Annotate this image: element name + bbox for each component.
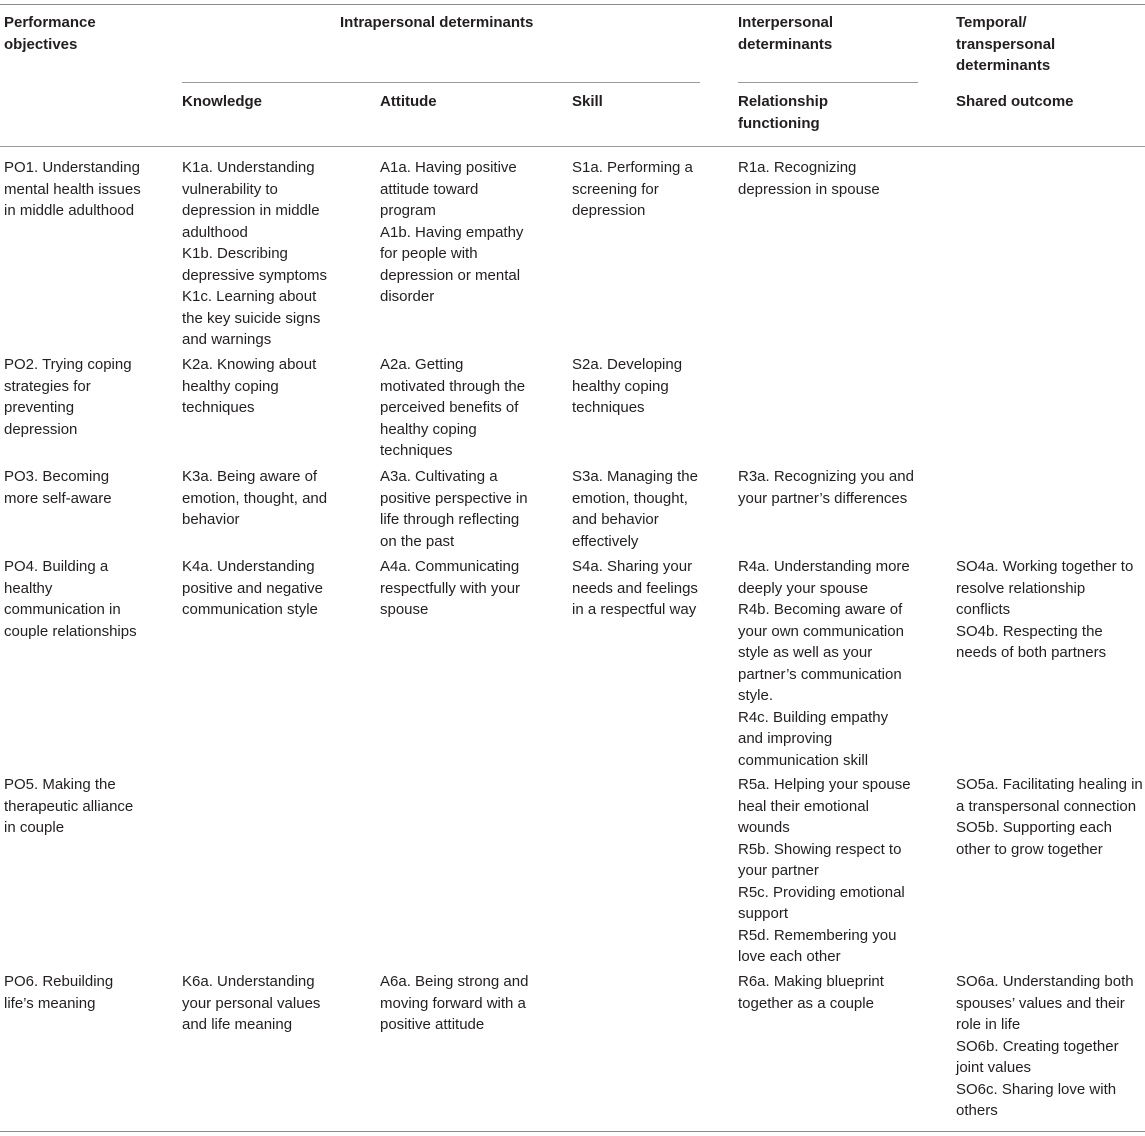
header-performance-objectives: Performance objectives [4,14,96,53]
row4-knowledge: K4a. Understanding positive and negative communication style [182,558,323,618]
header-skill: Skill [572,93,603,110]
interpersonal-underline [738,82,918,83]
row3-skill: S3a. Managing the emotion, thought, and behavior effectively [572,468,698,550]
header-shared-outcome: Shared outcome [956,93,1074,110]
header-attitude: Attitude [380,93,437,110]
row5-relationship: R5a. Helping your spouse heal their emotional wounds R5b. Showing respect to your partner R5c. Providing emotional support R5d. Remembering you love each other [738,776,911,965]
row4-skill: S4a. Sharing your needs and feelings in a respectful way [572,558,698,618]
row6-attitude: A6a. Being strong and moving forward with a positive attitude [380,973,529,1033]
row6-shared: SO6a. Understanding both spouses’ values and their role in life SO6b. Creating together joint values SO6c. Sharing love with others [956,973,1134,1119]
row1-knowledge: K1a. Understanding vulnerability to depression in middle adulthood K1b. Describing depressive symptoms K1c. Learning about the key suicide signs and warnings [182,159,328,348]
row2-knowledge: K2a. Knowing about healthy coping techniques [182,356,317,416]
row6-objective: PO6. Rebuilding life’s meaning [4,973,114,1012]
row1-objective: PO1. Understanding mental health issues in middle adulthood [4,159,141,219]
row1-skill: S1a. Performing a screening for depression [572,159,693,219]
row1-relationship: R1a. Recognizing depression in spouse [738,159,880,198]
row6-knowledge: K6a. Understanding your personal values and life meaning [182,973,321,1033]
row4-shared: SO4a. Working together to resolve relationship conflicts SO4b. Respecting the needs of both partners [956,558,1134,661]
row2-skill: S2a. Developing healthy coping techniques [572,356,683,416]
row3-knowledge: K3a. Being aware of emotion, thought, and behavior [182,468,328,528]
header-interpersonal: Interpersonal determinants [738,14,834,53]
header-intrapersonal: Intrapersonal determinants [340,14,534,31]
row3-objective: PO3. Becoming more self-aware [4,468,112,507]
row3-relationship: R3a. Recognizing you and your partner’s differences [738,468,914,507]
header-temporal: Temporal/ transpersonal determinants [956,14,1056,74]
header-knowledge: Knowledge [182,93,263,110]
row4-attitude: A4a. Communicating respectfully with your spouse [380,558,521,618]
row3-attitude: A3a. Cultivating a positive perspective in life through reflecting on the past [380,468,528,550]
row1-attitude: A1a. Having positive attitude toward program A1b. Having empathy for people with depression or mental disorder [380,159,524,305]
header-relationship: Relationship functioning [738,93,829,132]
row5-objective: PO5. Making the therapeutic alliance in couple [4,776,134,836]
bottom-rule [0,1131,1145,1132]
top-rule [0,4,1145,5]
header-bottom-rule [0,146,1145,147]
intrapersonal-underline [182,82,700,83]
row6-relationship: R6a. Making blueprint together as a couple [738,973,884,1012]
row2-objective: PO2. Trying coping strategies for preventing depression [4,356,132,438]
row2-attitude: A2a. Getting motivated through the perceived benefits of healthy coping techniques [380,356,526,459]
row4-relationship: R4a. Understanding more deeply your spouse R4b. Becoming aware of your own communication style as well as your partner’s communication style. R4c. Building empathy and improving communication skill [738,558,910,769]
row4-objective: PO4. Building a healthy communication in couple relationships [4,558,137,640]
row5-shared: SO5a. Facilitating healing in a transpersonal connection SO5b. Supporting each other to grow together [956,776,1143,858]
